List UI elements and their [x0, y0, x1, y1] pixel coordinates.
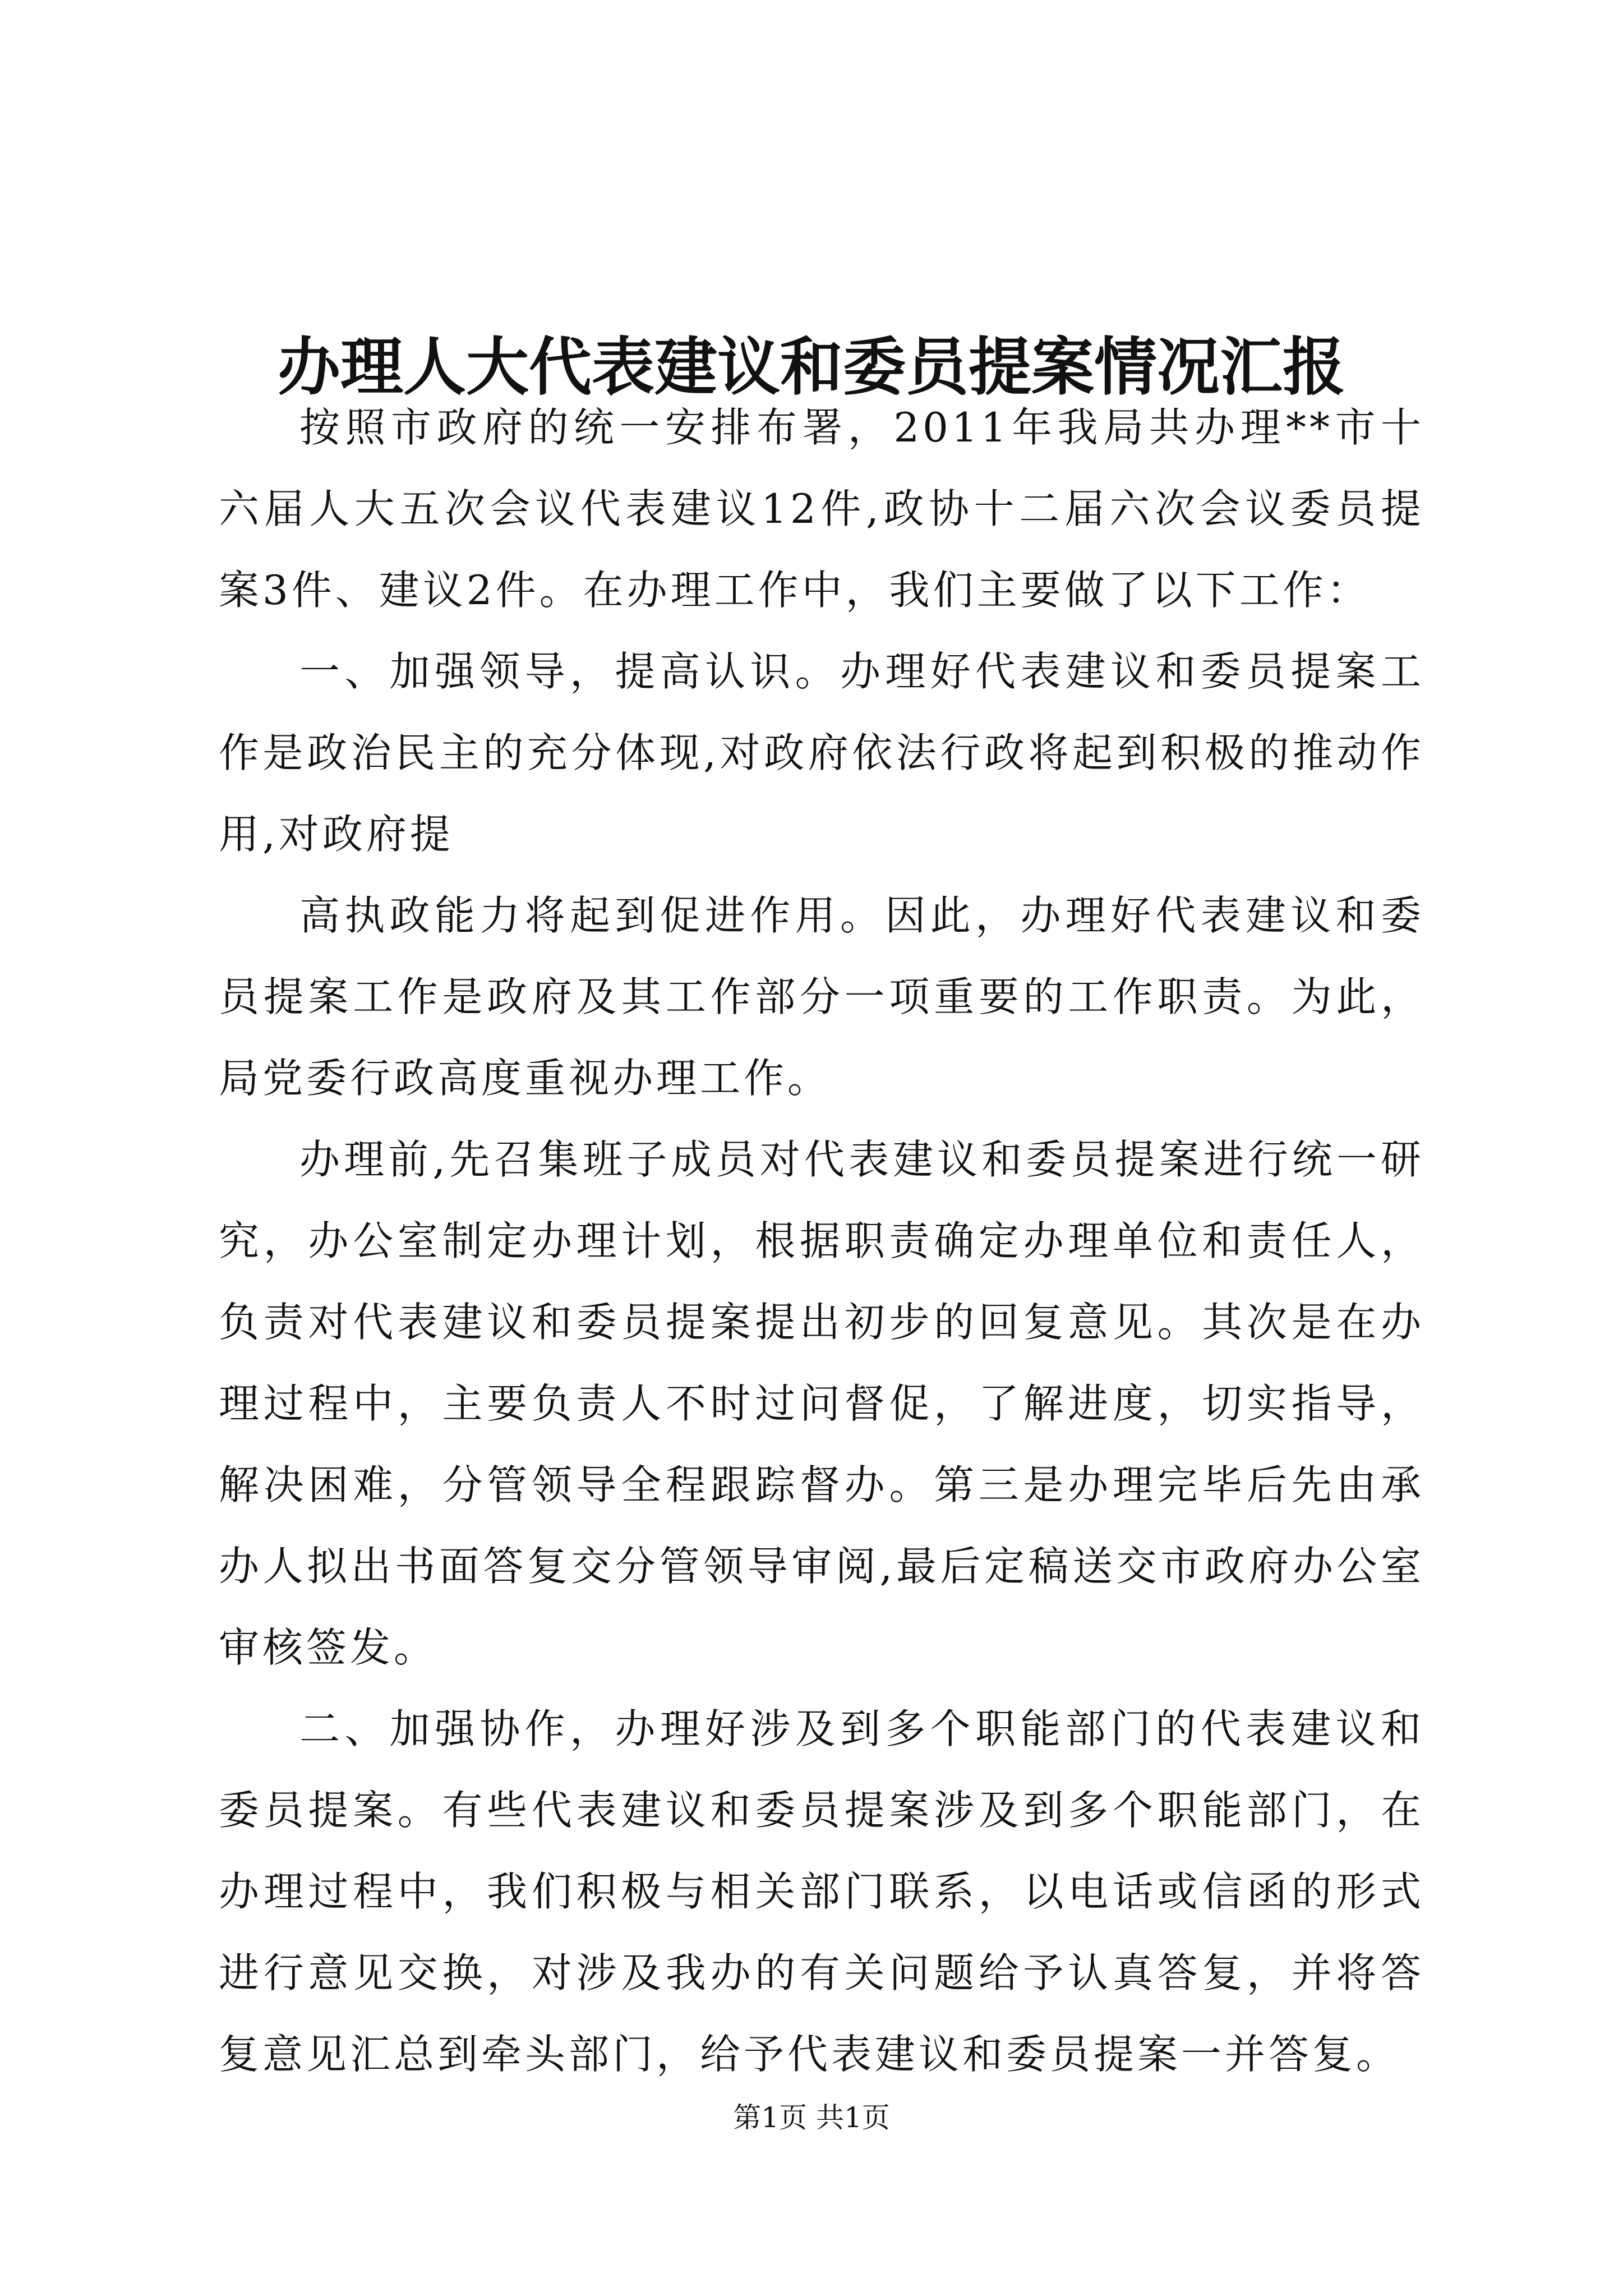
paragraph-process: 办理前,先召集班子成员对代表建议和委员提案进行统一研究，办公室制定办理计划，根据职责确定办理单位和责任人，负责对代表建议和委员提案提出初步的回复意见。其次是在办理过程中，主要负责人不时过问督促，了解进度，切实指导，解决困难，分管领导全程跟踪督办。第三是办理完毕后先由承办人拟出书面答复交分管领导审阅,最后定稿送交市政府办公室审核签发。 — [219, 1136, 1424, 1671]
paragraph-intro: 按照市政府的统一安排布署，2011年我局共办理**市十六届人大五次会议代表建议12件,政协十二届六次会议委员提案3件、建议2件。在办理工作中，我们主要做了以下工作： — [219, 404, 1424, 614]
paragraph-section-1: 一、加强领导，提高认识。办理好代表建议和委员提案工作是政治民主的充分体现,对政府依法行政将起到积极的推动作用,对政府提 — [219, 648, 1424, 858]
paragraph-section-1-continued: 高执政能力将起到促进作用。因此，办理好代表建议和委员提案工作是政府及其工作部分一项重要的工作职责。为此，局党委行政高度重视办理工作。 — [219, 892, 1424, 1102]
page-footer: 第1页 共1页 — [733, 2101, 890, 2134]
document-body — [219, 387, 1424, 2095]
document-title: 办理人大代表建议和委员提案情况汇报 — [278, 330, 1345, 404]
paragraph-section-2: 二、加强协作，办理好涉及到多个职能部门的代表建议和委员提案。有些代表建议和委员提案涉及到多个职能部门，在办理过程中，我们积极与相关部门联系，以电话或信函的形式进行意见交换，对涉及我办的有关问题给予认真答复，并将答复意见汇总到牵头部门，给予代表建议和委员提案一并答复。 — [219, 1705, 1424, 2078]
